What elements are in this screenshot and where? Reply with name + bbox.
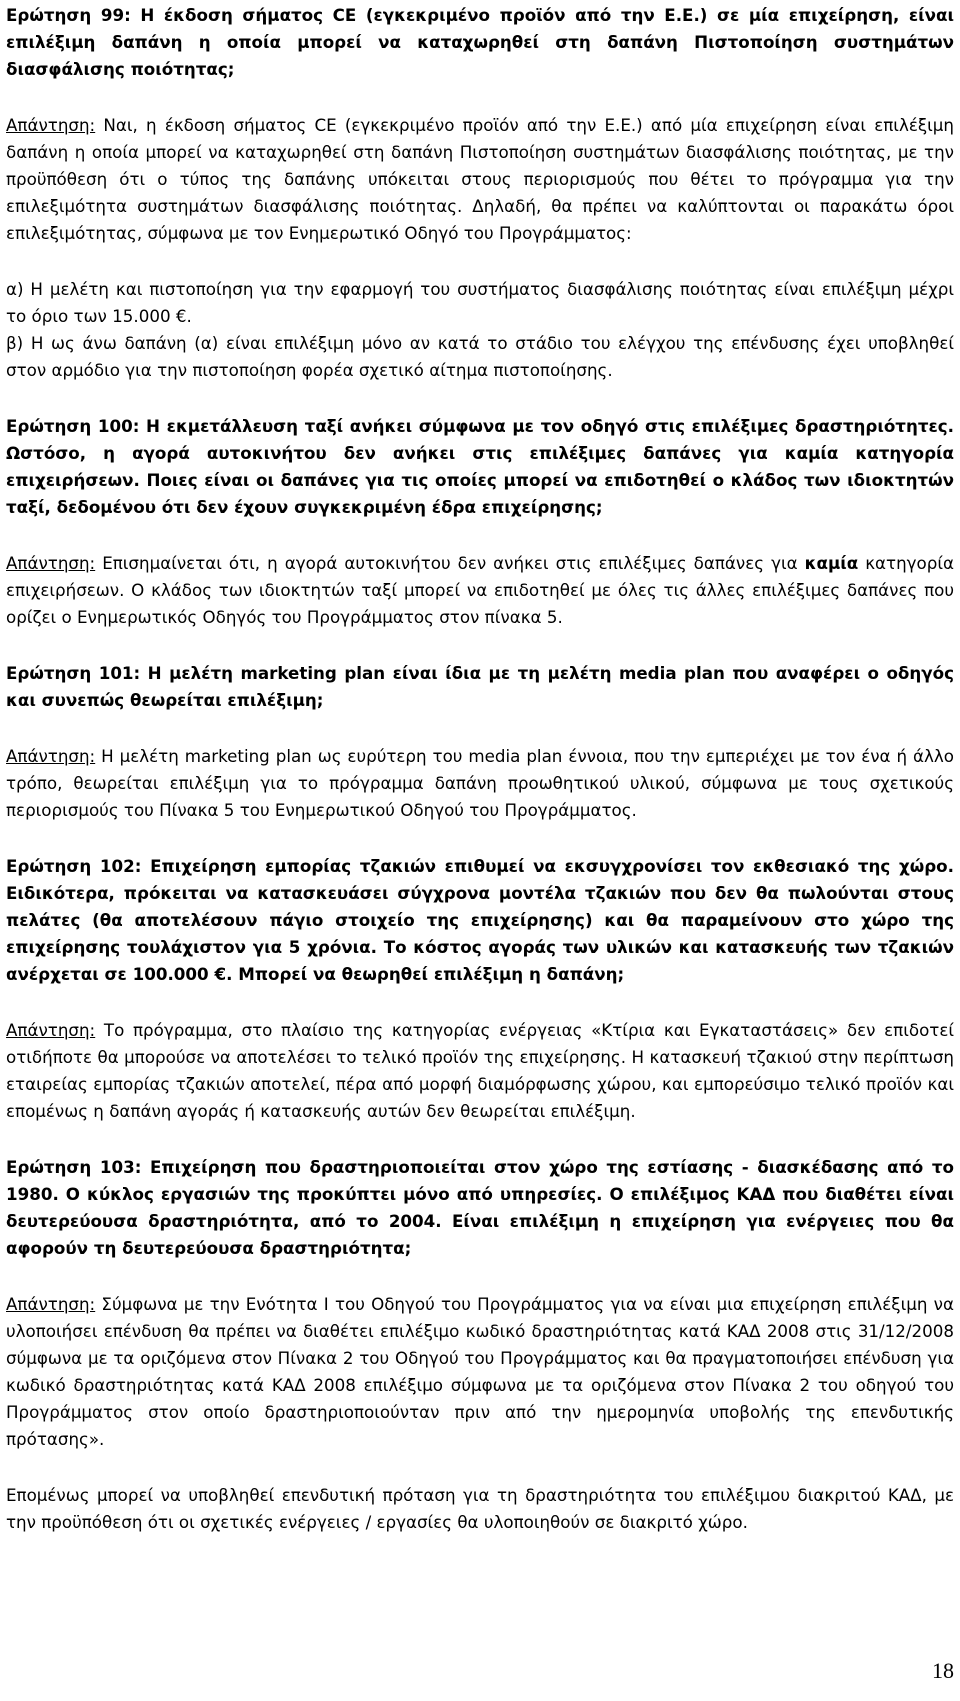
- answer-100: [6, 550, 954, 631]
- answer-label: Απάντηση:: [6, 553, 96, 573]
- question-102: Ερώτηση 102: Επιχείρηση εμπορίας τζακιών επιθυμεί να εκσυγχρονίσει τον εκθεσιακό της χώρο. Ειδικότερα, πρόκειται να κατασκευάσει σύγχρονα μοντέλα τζακιών που δεν θα πωλούνται στους πελάτες (θα αποτελέσουν πάγιο στοιχείο της επιχείρησης) και θα παραμείνουν στο χώρο της επιχείρησης τουλάχιστον για 5 χρόνια. Το κόστος αγοράς των υλικών και κατασκευής των τζακιών ανέρχεται σε 100.000 €. Μπορεί να θεωρηθεί επιλέξιμη η δαπάνη;: [6, 856, 954, 984]
- answer-103-followup: Επομένως μπορεί να υποβληθεί επενδυτική πρόταση για τη δραστηριότητα του επιλέξιμου διακριτού ΚΑΔ, με την προϋπόθεση ότι οι σχετικές ενέργειες / εργασίες θα υλοποιηθούν σε διακριτό χώρο.: [6, 1485, 954, 1532]
- question-101: Ερώτηση 101: Η μελέτη marketing plan είναι ίδια με τη μελέτη media plan που αναφέρει ο οδηγός και συνεπώς θεωρείται επιλέξιμη;: [6, 663, 954, 710]
- question-103: Ερώτηση 103: Επιχείρηση που δραστηριοποιείται στον χώρο της εστίασης - διασκέδασης από το 1980. Ο κύκλος εργασιών της προκύπτει μόνο από υπηρεσίες. Ο επιλέξιμος ΚΑΔ που διαθέτει είναι δευτερεύουσα δραστηριότητα, από το 2004. Είναι επιλέξιμη η επιχείρηση για ενέργειες που θα αφορούν τη δευτερεύουσα δραστηριότητα;: [6, 1157, 954, 1258]
- answer-text: Ναι, η έκδοση σήματος CE (εγκεκριμένο προϊόν από την Ε.Ε.) από μία επιχείρηση είναι επιλέξιμη δαπάνη η οποία μπορεί να καταχωρηθεί στη δαπάνη Πιστοποίηση συστημάτων διασφάλισης ποιότητας, με την προϋπόθεση ότι ο τύπος της δαπάνης υπόκειται στους περιορισμούς που θέτει το πρόγραμμα για την επιλεξιμότητα συστημάτων διασφάλισης ποιότητας. Δηλαδή, θα πρέπει να καλύπτονται οι παρακάτω όροι επιλεξιμότητας, σύμφωνα με τον Ενημερωτικό Οδηγό του Προγράμματος:: [6, 115, 954, 243]
- document-page: [6, 2, 954, 1536]
- answer-text: Σύμφωνα με την Ενότητα Ι του Οδηγού του Προγράμματος για να είναι μια επιχείρηση επιλέξιμη να υλοποιήσει επένδυση θα πρέπει να διαθέτει επιλέξιμο κωδικό δραστηριότητας κατά ΚΑΔ 2008 στις 31/12/2008 σύμφωνα με τα οριζόμενα στον Πίνακα 2 του Οδηγού του Προγράμματος και θα πραγματοποιήσει επένδυση για κωδικό δραστηριότητας κατά ΚΑΔ 2008 επιλέξιμο σύμφωνα με τα οριζόμενα στον Πίνακα 2 του οδηγού του Προγράμματος στον οποίο δραστηριοποιούνταν πριν από την ημερομηνία υποβολής της επενδυτικής πρότασης».: [6, 1294, 954, 1449]
- answer-text-pre: Επισημαίνεται ότι, η αγορά αυτοκινήτου δεν ανήκει στις επιλέξιμες δαπάνες για: [95, 553, 805, 573]
- condition-b: β) Η ως άνω δαπάνη (α) είναι επιλέξιμη μόνο αν κατά το στάδιο του ελέγχου της επένδυσης έχει υποβληθεί στον αρμόδιο για την πιστοποίηση φορέα σχετικό αίτημα πιστοποίησης.: [6, 333, 954, 380]
- answer-103: [6, 1291, 954, 1453]
- answer-label: Απάντηση:: [6, 1294, 96, 1314]
- answer-99: [6, 112, 954, 247]
- answer-label: Απάντηση:: [6, 746, 96, 766]
- answer-label: Απάντηση:: [6, 1020, 96, 1040]
- page-number: 18: [932, 1658, 954, 1683]
- answer-101: [6, 743, 954, 824]
- condition-a: α) Η μελέτη και πιστοποίηση για την εφαρμογή του συστήματος διασφάλισης ποιότητας είναι επιλέξιμη μέχρι το όριο των 15.000 €.: [6, 279, 954, 326]
- answer-label: Απάντηση:: [6, 115, 96, 135]
- question-99: Ερώτηση 99: Η έκδοση σήματος CE (εγκεκριμένο προϊόν από την Ε.Ε.) σε μία επιχείρηση, είναι επιλέξιμη δαπάνη η οποία μπορεί να καταχωρηθεί στη δαπάνη Πιστοποίηση συστημάτων διασφάλισης ποιότητας;: [6, 5, 954, 79]
- answer-text-bold: καμία: [804, 553, 859, 573]
- question-100: Ερώτηση 100: Η εκμετάλλευση ταξί ανήκει σύμφωνα με τον οδηγό στις επιλέξιμες δραστηριότητες. Ωστόσο, η αγορά αυτοκινήτου δεν ανήκει στις επιλέξιμες δαπάνες για καμία κατηγορία επιχειρήσεων. Ποιες είναι οι δαπάνες για τις οποίες μπορεί να επιδοτηθεί ο κλάδος των ιδιοκτητών ταξί, δεδομένου ότι δεν έχουν συγκεκριμένη έδρα επιχείρησης;: [6, 416, 954, 517]
- answer-text: Η μελέτη marketing plan ως ευρύτερη του media plan έννοια, που την εμπεριέχει με τον ένα ή άλλο τρόπο, θεωρείται επιλέξιμη για το πρόγραμμα δαπάνη προωθητικού υλικού, σύμφωνα με τους σχετικούς περιορισμούς του Πίνακα 5 του Ενημερωτικού Οδηγού του Προγράμματος.: [6, 746, 954, 820]
- answer-text-post: κατηγορία επιχειρήσεων. Ο κλάδος των ιδιοκτητών ταξί μπορεί να επιδοτηθεί με όλες τις άλλες επιλέξιμες δαπάνες που ορίζει ο Ενημερωτικός Οδηγός του Προγράμματος στον πίνακα 5.: [6, 553, 954, 627]
- answer-text: Το πρόγραμμα, στο πλαίσιο της κατηγορίας ενέργειας «Κτίρια και Εγκαταστάσεις» δεν επιδοτεί οτιδήποτε θα μπορούσε να αποτελέσει το τελικό προϊόν της επιχείρησης. Η κατασκευή τζακιού στην περίπτωση εταιρείας εμπορίας τζακιών αποτελεί, πέρα από μορφή διαμόρφωσης χώρου, και εμπορεύσιμο τελικό προϊόν και επομένως η δαπάνη αγοράς ή κατασκευής αυτών δεν θεωρείται επιλέξιμη.: [6, 1020, 954, 1121]
- answer-102: [6, 1017, 954, 1125]
